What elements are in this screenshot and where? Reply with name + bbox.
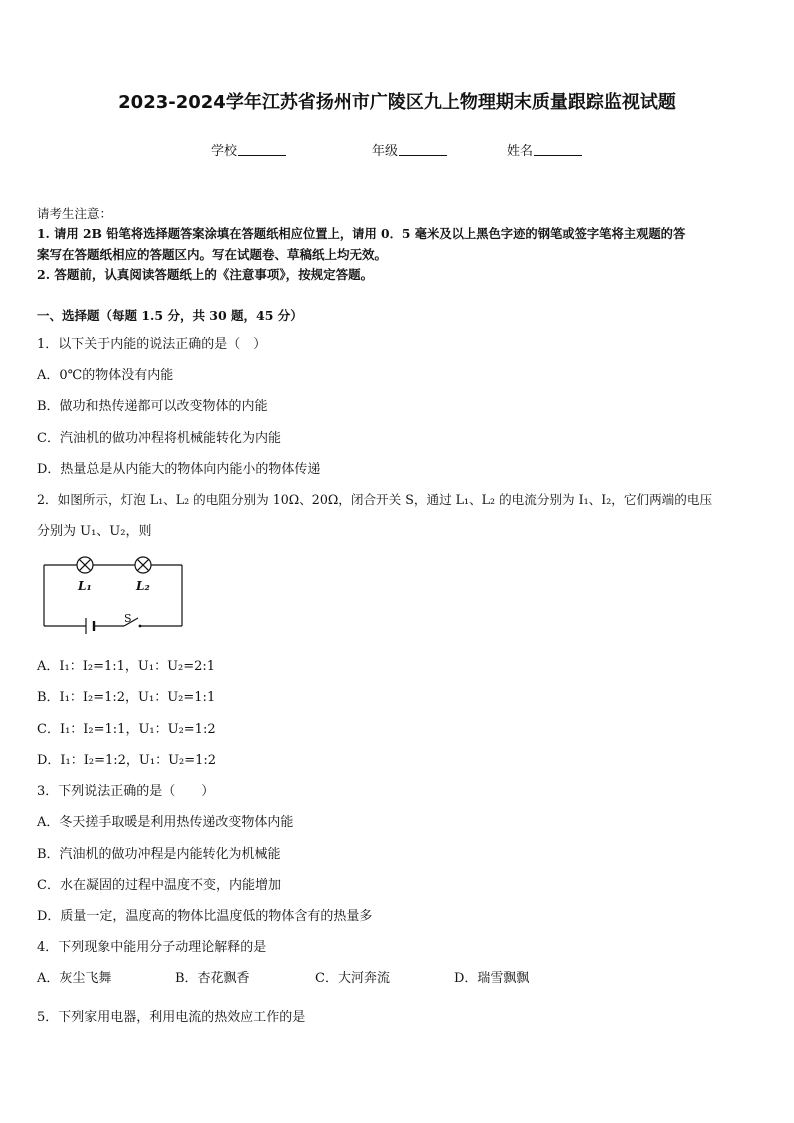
- lamp-l1-label: L₁: [78, 579, 92, 593]
- q5-stem: 5．下列家用电器，利用电流的热效应工作的是: [37, 1010, 306, 1025]
- grade-blank: [399, 143, 447, 156]
- battery-icon: [86, 618, 94, 634]
- q4-option-c: C．大河奔流: [315, 971, 390, 986]
- school-blank: [238, 143, 286, 156]
- q2-stem-line-1: 2．如图所示，灯泡 L₁、L₂ 的电阻分别为 10Ω、20Ω，闭合开关 S，通过 L₁、L₂ 的电流分别为 I₁、I₂，它们两端的电压: [37, 492, 713, 507]
- q3-option-d: D．质量一定，温度高的物体比温度低的物体含有的热量多: [37, 909, 373, 924]
- q2-option-b: B．I₁：I₂=1:2，U₁：U₂=1:1: [37, 690, 216, 705]
- name-blank: [534, 143, 582, 156]
- switch-contact-icon: [139, 625, 142, 628]
- q3-option-c: C．水在凝固的过程中温度不变，内能增加: [37, 878, 281, 893]
- q1-option-a: A．0℃的物体没有内能: [37, 368, 174, 383]
- q2-stem-line-2: 分别为 U₁、U₂，则: [37, 524, 152, 539]
- q3-stem: 3．下列说法正确的是（ ）: [37, 784, 215, 799]
- school-field: [211, 140, 286, 159]
- section-heading: 一、选择题（每题 1.5 分，共 30 题，45 分）: [37, 308, 303, 323]
- lamp-l2-label: L₂: [136, 579, 150, 593]
- name-field: [507, 140, 582, 159]
- q1-option-d: D．热量总是从内能大的物体向内能小的物体传递: [37, 462, 321, 477]
- grade-label: 年级: [372, 144, 399, 159]
- notice-item-1-line-1: 1. 请用 2B 铅笔将选择题答案涂填在答题纸相应位置上，请用 0．5 毫米及以上黑色字迹的钢笔或签字笔将主观题的答: [37, 226, 686, 241]
- q1-option-c: C．汽油机的做功冲程将机械能转化为内能: [37, 431, 281, 446]
- q4-option-b: B．杏花飘香: [175, 971, 250, 986]
- grade-field: [372, 140, 447, 159]
- page-title: 2023-2024学年江苏省扬州市广陵区九上物理期末质量跟踪监视试题: [118, 92, 676, 113]
- q2-option-a: A．I₁：I₂=1:1，U₁：U₂=2:1: [37, 659, 216, 674]
- notice-item-1-line-2: 案写在答题纸相应的答题区内。写在试题卷、草稿纸上均无效。: [37, 247, 388, 262]
- school-label: 学校: [211, 144, 238, 159]
- q1-option-b: B．做功和热传递都可以改变物体的内能: [37, 399, 268, 414]
- lamp-l2-icon: [135, 557, 151, 573]
- q4-stem: 4．下列现象中能用分子动理论解释的是: [37, 940, 267, 955]
- circuit-diagram: [40, 548, 190, 638]
- q4-option-a: A．灰尘飞舞: [37, 971, 112, 986]
- q1-stem: 1．以下关于内能的说法正确的是（ ）: [37, 337, 267, 352]
- q2-option-c: C．I₁：I₂=1:1，U₁：U₂=1:2: [37, 722, 216, 737]
- notice-heading: 请考生注意：: [37, 206, 113, 221]
- lamp-l1-icon: [77, 557, 93, 573]
- q3-option-a: A．冬天搓手取暖是利用热传递改变物体内能: [37, 815, 294, 830]
- q4-option-d: D．瑞雪飘飘: [454, 971, 530, 986]
- name-label: 姓名: [507, 144, 534, 159]
- q3-option-b: B．汽油机的做功冲程是内能转化为机械能: [37, 847, 281, 862]
- notice-item-2: 2. 答题前，认真阅读答题纸上的《注意事项》，按规定答题。: [37, 267, 374, 282]
- q2-option-d: D．I₁：I₂=1:2，U₁：U₂=1:2: [37, 753, 217, 768]
- switch-label: S: [124, 612, 132, 625]
